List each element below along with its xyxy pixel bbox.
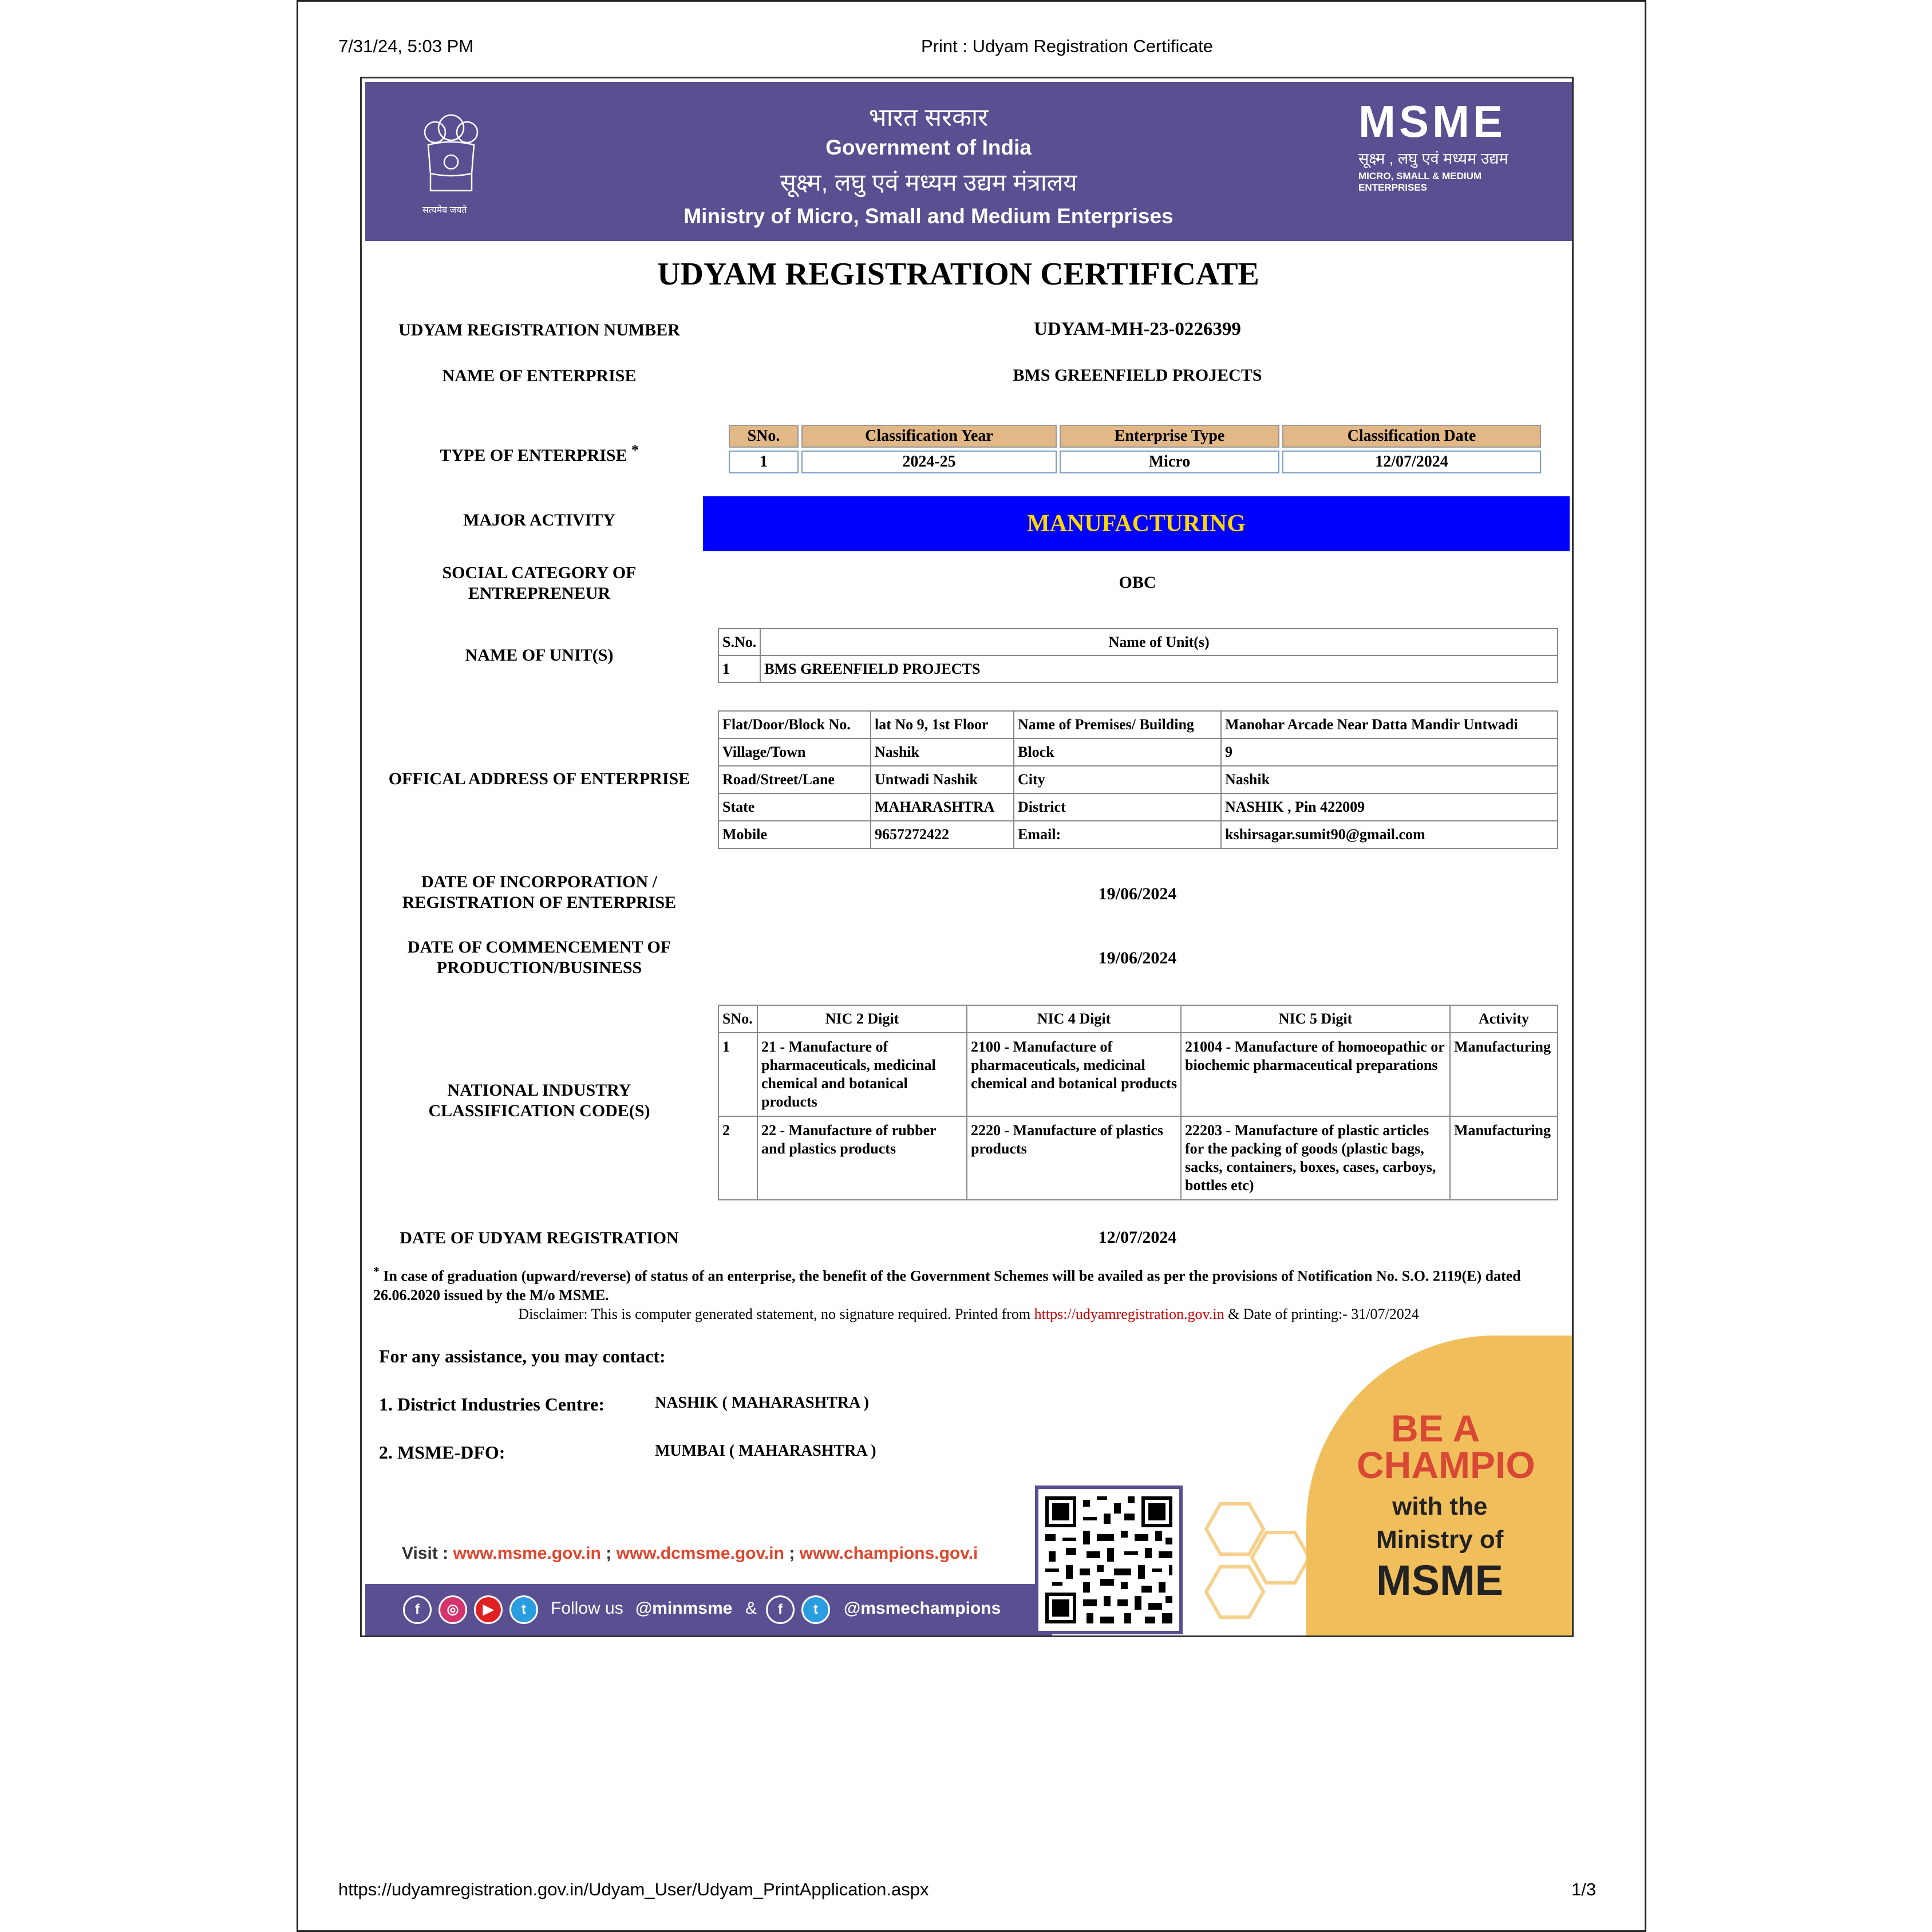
print-url: https://udyamregistration.gov.in/Udyam_User/Udyam_PrintApplication.aspx [338,1879,929,1899]
type-cell-sno: 1 [729,451,799,473]
disclaimer [362,1306,1574,1323]
address-value: Untwadi Nashik [871,766,1014,793]
disclaimer-pre: Disclaimer: This is computer generated statement, no signature required. Printed from [518,1306,1031,1322]
units-cell-sno: 1 [718,655,760,682]
commencement-date: 19/06/2024 [1098,949,1177,967]
address-value: 9 [1221,738,1558,766]
nic-cell-2digit: 22 - Manufacture of rubber and plastics products [757,1116,967,1200]
nic-cell-5digit: 21004 - Manufacture of homoeopathic or biochemic pharmaceutical preparations [1181,1033,1450,1116]
nic-cell-4digit: 2220 - Manufacture of plastics products [967,1116,1181,1200]
ministry-title: Ministry of Micro, Small and Medium Enterprises [683,204,1174,228]
champion-be-a: BE A [1391,1407,1480,1449]
address-row [718,766,1558,793]
dcmsme-site-link[interactable]: www.dcmsme.gov.in [616,1544,784,1563]
units-label: NAME OF UNIT(S) [465,646,614,665]
assistance-heading: For any assistance, you may contact: [379,1346,666,1366]
type-header-date: Classification Date [1282,425,1541,448]
dfo-value: MUMBAI ( MAHARASHTRA ) [655,1442,876,1460]
address-value: Nashik [1221,766,1558,793]
address-row [718,821,1558,848]
type-star: * [631,442,639,458]
commencement-label [373,937,705,978]
instagram-icon[interactable]: ◎ [438,1595,467,1624]
udyam-date-label: DATE OF UDYAM REGISTRATION [400,1228,679,1247]
champion-msme: MSME [1376,1556,1503,1604]
type-header-year: Classification Year [801,425,1057,448]
address-value: NASHIK , Pin 422009 [1221,793,1558,821]
print-datetime: 7/31/24, 5:03 PM [338,36,474,56]
units-header-name: Name of Unit(s) [760,629,1558,655]
header-banner [365,82,1572,241]
twitter-icon[interactable]: t [509,1595,538,1624]
note-star: * [373,1265,380,1278]
govt-title: Government of India [825,136,1032,159]
nic-header: NIC 4 Digit [967,1005,1181,1033]
twitter-icon[interactable]: t [801,1595,830,1624]
handle-minmsme[interactable]: @minmsme [635,1599,733,1618]
champions-site-link[interactable]: www.champions.gov.i [799,1544,978,1563]
type-table [726,422,1544,476]
address-row [718,793,1558,821]
follow-amp: & [745,1599,757,1618]
nic-cell-2digit: 21 - Manufacture of pharmaceuticals, medicinal chemical and botanical products [757,1033,967,1116]
units-cell-name: BMS GREENFIELD PROJECTS [760,655,1558,682]
msme-logo-english: MICRO, SMALL & MEDIUM ENTERPRISES [1358,171,1482,193]
address-value: Manohar Arcade Near Datta Mandir Untwadi [1221,711,1558,738]
nic-header: NIC 2 Digit [757,1005,967,1033]
champion-with: with the [1392,1492,1488,1520]
champion-banner [1306,1336,1574,1637]
incorporation-label-1: DATE OF INCORPORATION / [421,872,657,891]
page-number: 1/3 [1571,1879,1597,1899]
disclaimer-link[interactable]: https://udyamregistration.gov.in [1034,1306,1224,1322]
disclaimer-post: & Date of printing:- 31/07/2024 [1228,1306,1419,1322]
graduation-note [373,1262,1564,1305]
address-value: 9657272422 [871,821,1014,848]
address-value: Nashik [871,738,1014,766]
facebook-icon[interactable]: f [403,1595,432,1624]
address-key: Village/Town [718,738,871,766]
social-category-value: OBC [1119,573,1156,592]
nic-cell-activity: Manufacturing [1450,1033,1558,1116]
youtube-icon[interactable]: ▶ [474,1595,503,1624]
link-separator: ; [606,1544,612,1563]
certificate-title: UDYAM REGISTRATION CERTIFICATE [657,256,1259,292]
units-header-sno: S.No. [718,629,760,655]
enterprise-name-value: BMS GREENFIELD PROJECTS [1013,366,1262,385]
type-header-sno: SNo. [729,425,799,448]
nic-label-1: NATIONAL INDUSTRY [447,1081,631,1100]
champion-line-1 [1357,1407,1535,1486]
address-value: MAHARASHTRA [871,793,1014,821]
type-cell-year: 2024-25 [801,451,1057,473]
visit-label: Visit : [402,1544,449,1563]
nic-header: Activity [1450,1005,1558,1033]
major-activity-value: MANUFACTURING [703,496,1570,551]
champion-ministry: Ministry of [1376,1526,1504,1554]
type-label-text: TYPE OF ENTERPRISE [440,446,627,465]
address-value: kshirsagar.sumit90@gmail.com [1221,821,1558,848]
incorporation-label-2: REGISTRATION OF ENTERPRISE [402,893,677,912]
address-key: Road/Street/Lane [718,766,871,793]
dfo-label: 2. MSME-DFO: [379,1442,505,1463]
visit-links [402,1544,978,1563]
nic-cell-activity: Manufacturing [1450,1116,1558,1200]
address-key: Name of Premises/ Building [1014,711,1221,738]
nic-row [718,1033,1558,1116]
follow-label: Follow us [551,1599,623,1618]
msme-logo-word: MSME [1358,96,1506,147]
nic-label [373,1080,705,1121]
nic-label-2: CLASSIFICATION CODE(S) [428,1101,650,1120]
type-label [373,440,705,466]
champion-word: CHAMPIO [1357,1444,1535,1486]
address-table [718,710,1558,849]
incorporation-date: 19/06/2024 [1098,884,1177,903]
address-value: lat No 9, 1st Floor [871,711,1014,738]
note-text: In case of graduation (upward/reverse) of status of an enterprise, the benefit of the Government Schemes will be availed as per the provisions of Notification No. S.O. 2119(E) dated 26.06.2020 issued by the M/o MSME. [373,1267,1521,1303]
address-key: District [1014,793,1221,821]
print-title: Print : Udyam Registration Certificate [921,36,1213,56]
link-separator: ; [789,1544,795,1563]
social-category-label-1: SOCIAL CATEGORY OF [442,563,637,582]
nic-header: NIC 5 Digit [1181,1005,1450,1033]
social-category-label [373,563,705,604]
address-row [718,711,1558,738]
commencement-label-2: PRODUCTION/BUSINESS [436,958,642,977]
type-header-type: Enterprise Type [1060,425,1279,448]
dic-label: 1. District Industries Centre: [379,1394,605,1415]
hindi-ministry-title: सूक्ष्म, लघु एवं मध्यम उद्यम मंत्रालय [780,169,1077,196]
address-key: State [718,793,871,821]
handle-msmechampions[interactable]: @msmechampions [844,1599,1001,1618]
major-activity-label: MAJOR ACTIVITY [463,511,615,530]
qr-code-icon [1038,1489,1179,1631]
address-label: OFFICAL ADDRESS OF ENTERPRISE [388,769,690,788]
enterprise-name-label: NAME OF ENTERPRISE [442,366,637,385]
reg-number-value: UDYAM-MH-23-0226399 [1034,319,1241,339]
nic-row [718,1116,1558,1200]
msme-logo-hindi: सूक्ष्म , लघु एवं मध्यम उद्यम [1358,150,1508,167]
nic-header: SNo. [718,1005,757,1033]
address-row [718,738,1558,766]
udyam-date-value: 12/07/2024 [1098,1228,1177,1247]
nic-cell-5digit: 22203 - Manufacture of plastic articles for the packing of goods (plastic bags, sacks, containers, boxes, cases, carboys, bottles etc) [1181,1116,1450,1200]
certificate [360,77,1574,1637]
nic-cell-sno: 1 [718,1033,757,1116]
reg-number-label: UDYAM REGISTRATION NUMBER [398,321,680,339]
address-key: City [1014,766,1221,793]
address-key: Email: [1014,821,1221,848]
units-table [718,628,1558,683]
incorporation-label [373,872,705,913]
dic-value: NASHIK ( MAHARASHTRA ) [655,1394,870,1412]
emblem-caption: सत्यमेव जयते [422,206,467,215]
commencement-label-1: DATE OF COMMENCEMENT OF [407,938,671,957]
nic-table [718,1005,1558,1200]
hindi-govt-title: भारत सरकार [868,104,989,132]
address-key: Block [1014,738,1221,766]
champion-line-2 [1376,1490,1503,1556]
msme-logo [1358,96,1547,193]
type-cell-type: Micro [1060,451,1279,473]
address-key: Mobile [718,821,871,848]
nic-cell-4digit: 2100 - Manufacture of pharmaceuticals, medicinal chemical and botanical products [967,1033,1181,1116]
type-cell-date: 12/07/2024 [1282,451,1541,473]
social-bar [365,1584,1052,1635]
msme-site-link[interactable]: www.msme.gov.in [453,1544,601,1563]
address-key: Flat/Door/Block No. [718,711,871,738]
nic-cell-sno: 2 [718,1116,757,1200]
social-category-label-2: ENTREPRENEUR [468,584,611,603]
qr-code [1035,1485,1183,1634]
facebook-icon[interactable]: f [766,1595,795,1624]
